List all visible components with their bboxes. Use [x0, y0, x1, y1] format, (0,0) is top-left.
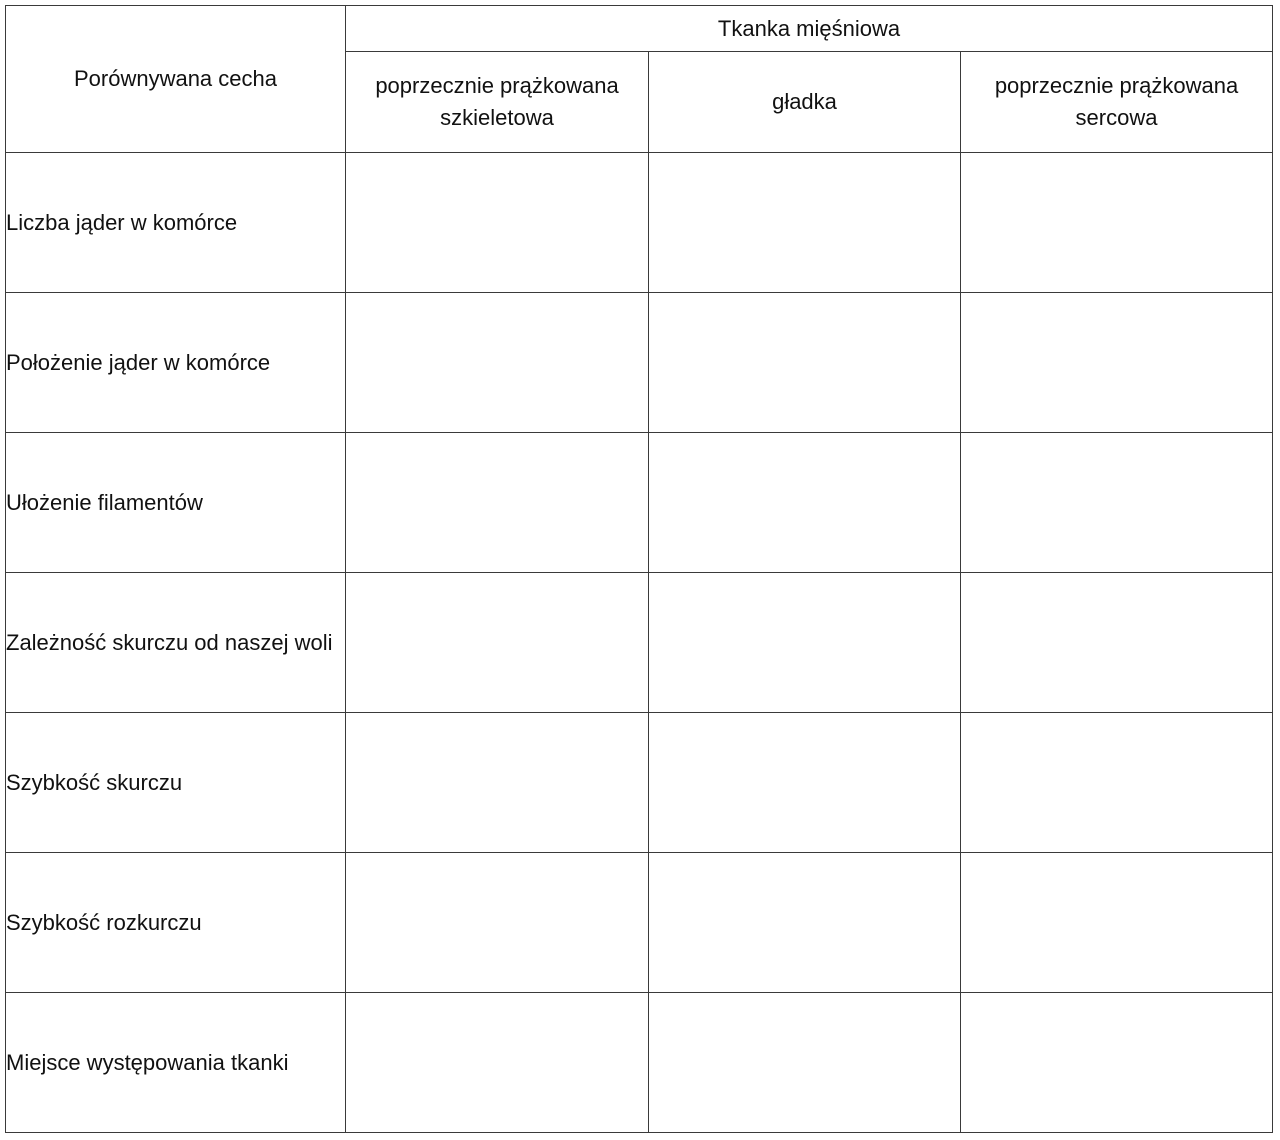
table-row	[6, 293, 1273, 433]
table-body	[6, 153, 1273, 1133]
table-row	[6, 153, 1273, 293]
table-row	[6, 993, 1273, 1133]
answer-cell-skeletal[interactable]	[346, 293, 649, 433]
answer-cell-skeletal[interactable]	[346, 153, 649, 293]
answer-cell-cardiac[interactable]	[961, 293, 1273, 433]
answer-cell-skeletal[interactable]	[346, 573, 649, 713]
table-row	[6, 853, 1273, 993]
row-label-filament-arrangement: Ułożenie filamentów	[6, 433, 346, 573]
answer-cell-skeletal[interactable]	[346, 713, 649, 853]
answer-cell-smooth[interactable]	[649, 993, 961, 1133]
feature-column-header: Porównywana cecha	[6, 6, 346, 153]
muscle-tissue-group-header: Tkanka mięśniowa	[346, 6, 1273, 52]
table-row	[6, 573, 1273, 713]
answer-cell-smooth[interactable]	[649, 153, 961, 293]
answer-cell-cardiac[interactable]	[961, 433, 1273, 573]
row-label-relaxation-speed: Szybkość rozkurczu	[6, 853, 346, 993]
answer-cell-smooth[interactable]	[649, 433, 961, 573]
row-label-nuclei-count: Liczba jąder w komórce	[6, 153, 346, 293]
answer-cell-cardiac[interactable]	[961, 993, 1273, 1133]
answer-cell-smooth[interactable]	[649, 713, 961, 853]
answer-cell-skeletal[interactable]	[346, 993, 649, 1133]
smooth-muscle-header: gładka	[649, 52, 961, 153]
table-header	[6, 6, 1273, 153]
row-label-tissue-location: Miejsce występowania tkanki	[6, 993, 346, 1133]
row-label-nuclei-position: Położenie jąder w komórce	[6, 293, 346, 433]
answer-cell-smooth[interactable]	[649, 293, 961, 433]
table-row	[6, 433, 1273, 573]
skeletal-muscle-header: poprzecznie prążkowana szkieletowa	[346, 52, 649, 153]
row-label-voluntary-control: Zależność skurczu od naszej woli	[6, 573, 346, 713]
table-row	[6, 713, 1273, 853]
answer-cell-cardiac[interactable]	[961, 153, 1273, 293]
row-label-contraction-speed: Szybkość skurczu	[6, 713, 346, 853]
answer-cell-skeletal[interactable]	[346, 853, 649, 993]
header-row-group	[6, 6, 1273, 52]
answer-cell-skeletal[interactable]	[346, 433, 649, 573]
answer-cell-cardiac[interactable]	[961, 853, 1273, 993]
cardiac-muscle-header: poprzecznie prążkowana sercowa	[961, 52, 1273, 153]
answer-cell-smooth[interactable]	[649, 853, 961, 993]
answer-cell-cardiac[interactable]	[961, 573, 1273, 713]
answer-cell-cardiac[interactable]	[961, 713, 1273, 853]
comparison-table	[5, 5, 1273, 1133]
answer-cell-smooth[interactable]	[649, 573, 961, 713]
